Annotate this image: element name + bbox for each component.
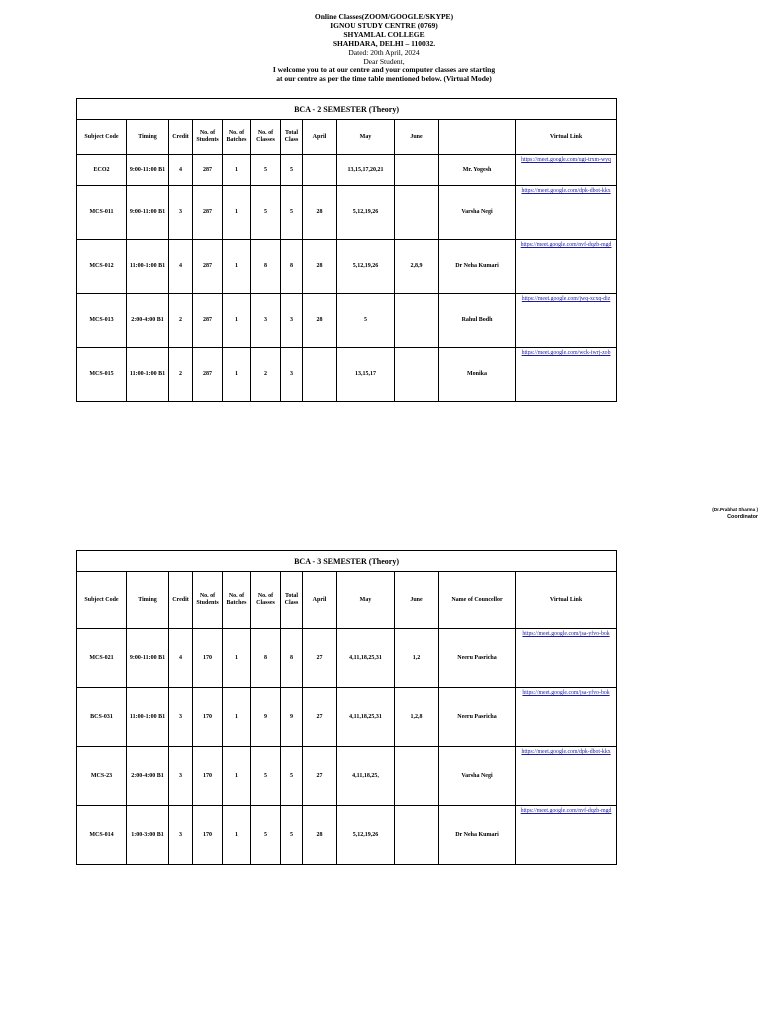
col-virtual-link: Virtual Link — [516, 572, 617, 629]
april-cell: 27 — [303, 747, 337, 806]
students-cell: 170 — [193, 688, 223, 747]
counsellor-cell: Neeru Pasricha — [439, 629, 516, 688]
col-subject-code: Subject Code — [77, 120, 127, 155]
total-class-cell: 8 — [281, 629, 303, 688]
col-classes: No. of Classes — [251, 572, 281, 629]
subject-code-cell: MCS-011 — [77, 186, 127, 240]
counsellor-cell: Varsha Negi — [439, 186, 516, 240]
table-row — [77, 155, 617, 186]
col-may: May — [337, 572, 395, 629]
students-cell: 287 — [193, 155, 223, 186]
table-row — [77, 294, 617, 348]
batches-cell: 1 — [223, 240, 251, 294]
classes-cell: 9 — [251, 688, 281, 747]
col-total-class: Total Class — [281, 120, 303, 155]
table-row — [77, 240, 617, 294]
col-batches: No. of Batches — [223, 120, 251, 155]
students-cell: 287 — [193, 186, 223, 240]
june-cell — [395, 155, 439, 186]
june-cell: 1,2 — [395, 629, 439, 688]
total-class-cell: 5 — [281, 747, 303, 806]
total-class-cell: 5 — [281, 806, 303, 865]
may-cell: 4,11,18,25,31 — [337, 688, 395, 747]
students-cell: 170 — [193, 806, 223, 865]
col-virtual-link: Virtual Link — [516, 120, 617, 155]
credit-cell: 2 — [169, 348, 193, 402]
april-cell: 27 — [303, 629, 337, 688]
header-address: SHAHDARA, DELHI – 110032. — [332, 38, 436, 48]
classes-cell: 5 — [251, 155, 281, 186]
virtual-link-cell — [516, 348, 617, 402]
students-cell: 287 — [193, 348, 223, 402]
june-cell: 2,8,9 — [395, 240, 439, 294]
may-cell: 4,11,18,25, — [337, 747, 395, 806]
virtual-link[interactable]: https://meet.google.com/dpk-dbot-kkx — [521, 749, 611, 755]
virtual-link[interactable]: https://meet.google.com/dpk-dbot-kkx — [521, 188, 611, 194]
june-cell: 1,2,8 — [395, 688, 439, 747]
classes-cell: 3 — [251, 294, 281, 348]
col-students: No. of Students — [193, 120, 223, 155]
sem2-title: BCA - 2 SEMESTER (Theory) — [77, 99, 617, 120]
june-cell — [395, 348, 439, 402]
may-cell: 4,11,18,25,31 — [337, 629, 395, 688]
table-row — [77, 747, 617, 806]
subject-code-cell: MCS-021 — [77, 629, 127, 688]
students-cell: 287 — [193, 240, 223, 294]
virtual-link-cell — [516, 688, 617, 747]
counsellor-cell: Mr. Yogesh — [439, 155, 516, 186]
col-timing: Timing — [127, 120, 169, 155]
june-cell — [395, 806, 439, 865]
april-cell — [303, 348, 337, 402]
timing-cell: 2:00-4:00 B1 — [127, 294, 169, 348]
subject-code-cell: ECO2 — [77, 155, 127, 186]
april-cell: 28 — [303, 186, 337, 240]
counsellor-cell: Varsha Negi — [439, 747, 516, 806]
col-timing: Timing — [127, 572, 169, 629]
virtual-link[interactable]: https://meet.google.com/nvf-dqzb-mgd — [520, 242, 612, 248]
virtual-link[interactable]: https://meet.google.com/jwq-xcxq-diz — [521, 296, 611, 302]
credit-cell: 4 — [169, 629, 193, 688]
col-may: May — [337, 120, 395, 155]
header-title: Online Classes(ZOOM/GOOGLE/SKYPE) — [314, 12, 454, 21]
sem3-title: BCA - 3 SEMESTER (Theory) — [77, 551, 617, 572]
virtual-link-cell — [516, 629, 617, 688]
timing-cell: 9:00-11:00 B1 — [127, 629, 169, 688]
virtual-link[interactable]: https://meet.google.com/nvf-dqzb-mgd — [520, 808, 612, 814]
total-class-cell: 8 — [281, 240, 303, 294]
credit-cell: 4 — [169, 155, 193, 186]
col-credit: Credit — [169, 120, 193, 155]
col-credit: Credit — [169, 572, 193, 629]
students-cell: 287 — [193, 294, 223, 348]
april-cell: 28 — [303, 806, 337, 865]
virtual-link-cell — [516, 240, 617, 294]
sem3-table — [76, 550, 617, 865]
table-row — [77, 186, 617, 240]
timing-cell: 11:00-1:00 B1 — [127, 240, 169, 294]
april-cell — [303, 155, 337, 186]
subject-code-cell: MCS-23 — [77, 747, 127, 806]
april-cell: 28 — [303, 294, 337, 348]
sem2-header-row — [77, 120, 617, 155]
total-class-cell: 3 — [281, 348, 303, 402]
total-class-cell: 9 — [281, 688, 303, 747]
sem2-table — [76, 98, 617, 402]
credit-cell: 3 — [169, 688, 193, 747]
timing-cell: 11:00-1:00 B1 — [127, 688, 169, 747]
counsellor-cell: Rahul Bodh — [439, 294, 516, 348]
students-cell: 170 — [193, 629, 223, 688]
col-april: April — [303, 572, 337, 629]
batches-cell: 1 — [223, 629, 251, 688]
credit-cell: 2 — [169, 294, 193, 348]
timing-cell: 1:00-3:00 B1 — [127, 806, 169, 865]
batches-cell: 1 — [223, 155, 251, 186]
timing-cell: 9:00-11:00 B1 — [127, 155, 169, 186]
counsellor-cell: Dr Neha Kumari — [439, 806, 516, 865]
col-total-class: Total Class — [281, 572, 303, 629]
students-cell: 170 — [193, 747, 223, 806]
coordinator-role: Coordinator — [727, 514, 758, 520]
virtual-link[interactable]: https://meet.google.com/ugt-trxm-wyq — [521, 157, 611, 163]
table-row — [77, 806, 617, 865]
counsellor-cell: Neeru Pasricha — [439, 688, 516, 747]
april-cell: 28 — [303, 240, 337, 294]
total-class-cell: 3 — [281, 294, 303, 348]
batches-cell: 1 — [223, 747, 251, 806]
subject-code-cell: MCS-012 — [77, 240, 127, 294]
col-april: April — [303, 120, 337, 155]
timing-cell: 11:00-1:00 B1 — [127, 348, 169, 402]
june-cell — [395, 186, 439, 240]
timing-cell: 9:00-11:00 B1 — [127, 186, 169, 240]
may-cell: 5,12,19,26 — [337, 186, 395, 240]
subject-code-cell: MCS-013 — [77, 294, 127, 348]
coordinator-name: (Dr.Prabhat Sharma ) — [712, 507, 758, 512]
col-students: No. of Students — [193, 572, 223, 629]
may-cell: 5,12,19,26 — [337, 806, 395, 865]
header-college: SHYAMLAL COLLEGE — [343, 29, 425, 39]
may-cell: 13,15,17,20,21 — [337, 155, 395, 186]
classes-cell: 5 — [251, 806, 281, 865]
credit-cell: 3 — [169, 186, 193, 240]
classes-cell: 8 — [251, 240, 281, 294]
credit-cell: 3 — [169, 806, 193, 865]
subject-code-cell: MCS-015 — [77, 348, 127, 402]
may-cell: 5,12,19,26 — [337, 240, 395, 294]
col-counsellor — [439, 120, 516, 155]
total-class-cell: 5 — [281, 155, 303, 186]
virtual-link[interactable]: https://meet.google.com/wck-iwrj-zob — [521, 350, 611, 356]
classes-cell: 8 — [251, 629, 281, 688]
col-subject-code: Subject Code — [77, 572, 127, 629]
virtual-link-cell — [516, 155, 617, 186]
virtual-link[interactable]: https://meet.google.com/jsa-yfvo-bok — [522, 631, 610, 637]
col-june: June — [395, 572, 439, 629]
june-cell — [395, 294, 439, 348]
batches-cell: 1 — [223, 806, 251, 865]
header-intro-line1: I welcome you to at our centre and your computer classes are starting — [272, 65, 496, 75]
coordinator-signature — [712, 507, 758, 521]
counsellor-cell: Dr Neha Kumari — [439, 240, 516, 294]
classes-cell: 5 — [251, 747, 281, 806]
subject-code-cell: MCS-014 — [77, 806, 127, 865]
classes-cell: 2 — [251, 348, 281, 402]
batches-cell: 1 — [223, 294, 251, 348]
credit-cell: 3 — [169, 747, 193, 806]
batches-cell: 1 — [223, 186, 251, 240]
april-cell: 27 — [303, 688, 337, 747]
header-greeting: Dear Student, — [363, 56, 405, 66]
virtual-link-cell — [516, 747, 617, 806]
credit-cell: 4 — [169, 240, 193, 294]
may-cell: 5 — [337, 294, 395, 348]
header-centre: IGNOU STUDY CENTRE (0769) — [330, 20, 438, 30]
col-counsellor: Name of Councellor — [439, 572, 516, 629]
header-date: Dated: 20th April, 2024 — [348, 47, 420, 57]
batches-cell: 1 — [223, 348, 251, 402]
col-june: June — [395, 120, 439, 155]
total-class-cell: 5 — [281, 186, 303, 240]
col-batches: No. of Batches — [223, 572, 251, 629]
timing-cell: 2:00-4:00 B1 — [127, 747, 169, 806]
table-row — [77, 348, 617, 402]
classes-cell: 5 — [251, 186, 281, 240]
virtual-link-cell — [516, 186, 617, 240]
may-cell: 13,15,17 — [337, 348, 395, 402]
june-cell — [395, 747, 439, 806]
virtual-link-cell — [516, 806, 617, 865]
counsellor-cell: Monika — [439, 348, 516, 402]
header-intro-line2: at our centre as per the time table mentioned below. (Virtual Mode) — [276, 74, 492, 84]
batches-cell: 1 — [223, 688, 251, 747]
col-classes: No. of Classes — [251, 120, 281, 155]
table-row — [77, 629, 617, 688]
virtual-link[interactable]: https://meet.google.com/jsa-yfvo-bok — [522, 690, 610, 696]
table-row — [77, 688, 617, 747]
sem3-header-row — [77, 572, 617, 629]
document-header — [0, 13, 768, 84]
virtual-link-cell — [516, 294, 617, 348]
subject-code-cell: BCS-031 — [77, 688, 127, 747]
